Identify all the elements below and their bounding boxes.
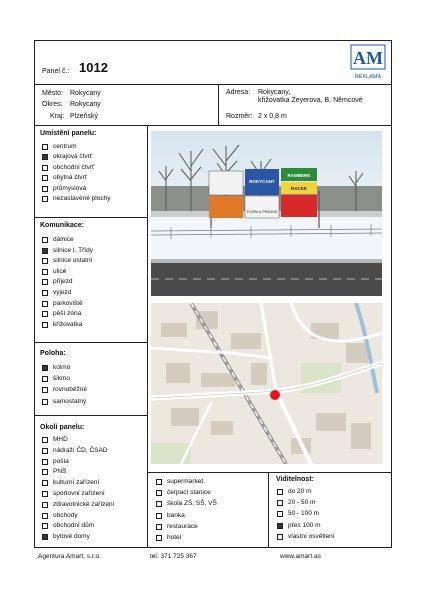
communication-label: příjezd bbox=[53, 278, 73, 286]
placement-checkbox[interactable] bbox=[42, 186, 48, 192]
placement-checkbox[interactable] bbox=[42, 165, 48, 171]
surroundings-label: PNS bbox=[53, 468, 67, 476]
surroundings-checkbox[interactable] bbox=[42, 469, 48, 475]
surroundings-extra-label: škola ZŠ, SŠ, VŠ bbox=[167, 500, 217, 508]
surroundings-extra-label: supermarket bbox=[167, 478, 204, 485]
surroundings-label: obchodní dům bbox=[53, 522, 95, 530]
visibility-checkbox[interactable] bbox=[277, 534, 283, 540]
communication-label: pěší zóna bbox=[53, 310, 82, 318]
surroundings-extra-label: čerpací stanice bbox=[167, 489, 211, 497]
billboard-photo bbox=[151, 131, 382, 296]
footer-phone: tel. 371 725 367 bbox=[150, 553, 197, 560]
placement-checkbox[interactable] bbox=[42, 175, 48, 181]
visibility-checkbox[interactable] bbox=[277, 511, 283, 517]
communication-checkbox[interactable] bbox=[42, 237, 48, 243]
surroundings-title: Okolí panelu: bbox=[40, 424, 85, 431]
position-label: rovnoběžně bbox=[53, 386, 87, 394]
visibility-label: do 20 m bbox=[288, 488, 312, 495]
panel-number: 1012 bbox=[79, 60, 108, 75]
billboard-text-3: RACEK bbox=[290, 186, 308, 191]
visibility-label: vlastní osvětlení bbox=[288, 532, 335, 540]
surroundings-checkbox[interactable] bbox=[42, 459, 48, 465]
size-label: Rozměr: bbox=[226, 113, 253, 120]
billboard-text-2: RAMBERK bbox=[287, 173, 311, 178]
district-label: Okres: bbox=[42, 101, 63, 108]
surroundings-checkbox[interactable] bbox=[42, 437, 48, 443]
communication-checkbox[interactable] bbox=[42, 322, 48, 328]
communication-checkbox[interactable] bbox=[42, 301, 48, 307]
address-line1: Rokycany, bbox=[258, 89, 291, 96]
placement-label: průmyslová bbox=[53, 184, 87, 192]
visibility-label: 20 - 50 m bbox=[288, 499, 316, 507]
surroundings-checkbox[interactable] bbox=[42, 491, 48, 497]
communication-checkbox[interactable] bbox=[42, 311, 48, 317]
placement-title: Umístění panelu: bbox=[40, 130, 97, 137]
surroundings-extra-checkbox[interactable] bbox=[156, 501, 162, 507]
surroundings-extra-label: hotel bbox=[167, 534, 182, 541]
placement-label: okrajová čtvrť bbox=[53, 153, 93, 161]
panel-number-label: Panel č.: bbox=[42, 68, 70, 75]
footer-web: www.amart.as bbox=[280, 553, 321, 560]
surroundings-extra-checkbox[interactable] bbox=[156, 513, 162, 519]
visibility-label: přes 100 m bbox=[288, 521, 321, 529]
communication-label: silnice ostatní bbox=[53, 257, 93, 265]
address-line2: křižovatka Zeyerova, B. Němcové bbox=[258, 97, 363, 104]
surroundings-checkbox[interactable] bbox=[42, 502, 48, 508]
surroundings-extra-checkbox[interactable] bbox=[156, 479, 162, 485]
placement-checkbox[interactable] bbox=[42, 144, 48, 150]
district-value: Rokycany bbox=[70, 101, 101, 108]
city-value: Rokycany bbox=[70, 90, 101, 97]
position-checkbox[interactable] bbox=[42, 399, 48, 405]
placement-checkbox[interactable] bbox=[42, 196, 48, 202]
surroundings-extra-checkbox[interactable] bbox=[156, 535, 162, 541]
footer-company: Agentura Amart, s.r.o. bbox=[38, 553, 101, 560]
billboard-text-1: ROKYCANY bbox=[249, 179, 275, 184]
surroundings-checkbox[interactable] bbox=[42, 523, 48, 529]
position-checkbox[interactable] bbox=[42, 376, 48, 382]
communication-checkbox[interactable] bbox=[42, 290, 48, 296]
placement-label: obchodní čtvrť bbox=[53, 163, 95, 171]
placement-checkbox[interactable] bbox=[42, 154, 48, 160]
placement-label: obytná čtvrť bbox=[53, 174, 88, 182]
surroundings-label: MHD bbox=[53, 436, 68, 443]
communication-label: silnice I. Třídy bbox=[53, 246, 93, 254]
city-label: Město: bbox=[42, 90, 64, 97]
amart-logo bbox=[350, 44, 386, 80]
surroundings-extra-checkbox[interactable] bbox=[156, 524, 162, 530]
region-label: Kraj: bbox=[50, 113, 65, 120]
placement-label: nezastavěné plochy bbox=[53, 195, 111, 202]
communication-checkbox[interactable] bbox=[42, 269, 48, 275]
surroundings-label: nádraží ČD, ČSAD bbox=[53, 446, 108, 454]
billboard-text-4: FLORA & PRAGUE bbox=[246, 210, 278, 214]
visibility-checkbox[interactable] bbox=[277, 500, 283, 506]
surroundings-label: pošta bbox=[53, 457, 69, 465]
size-value: 2 x 0,8 m bbox=[258, 113, 287, 120]
surroundings-label: sportovní zařízení bbox=[53, 490, 105, 497]
surroundings-extra-label: banka bbox=[167, 511, 185, 519]
visibility-checkbox[interactable] bbox=[277, 489, 283, 495]
surroundings-label: kulturní zařízení bbox=[53, 479, 100, 487]
surroundings-extra-label: restaurace bbox=[167, 522, 198, 530]
placement-label: centrum bbox=[53, 143, 77, 150]
communication-label: ulice bbox=[53, 267, 67, 275]
position-label: kolmo bbox=[53, 364, 71, 371]
position-checkbox[interactable] bbox=[42, 365, 48, 371]
surroundings-extra-checkbox[interactable] bbox=[156, 490, 162, 496]
visibility-label: 50 - 100 m bbox=[288, 510, 320, 518]
communication-title: Komunikace: bbox=[40, 222, 84, 229]
location-marker-icon bbox=[270, 390, 280, 400]
communication-checkbox[interactable] bbox=[42, 258, 48, 264]
surroundings-checkbox[interactable] bbox=[42, 513, 48, 519]
communication-checkbox[interactable] bbox=[42, 279, 48, 285]
communication-label: křižovatka bbox=[53, 320, 83, 328]
region-value: Plzeňský bbox=[70, 113, 99, 120]
surroundings-checkbox[interactable] bbox=[42, 480, 48, 486]
position-label: šikmo bbox=[53, 375, 70, 383]
position-title: Poloha: bbox=[40, 350, 66, 357]
communication-checkbox[interactable] bbox=[42, 248, 48, 254]
position-checkbox[interactable] bbox=[42, 387, 48, 393]
position-label: samostatný bbox=[53, 397, 87, 405]
visibility-checkbox[interactable] bbox=[277, 523, 283, 529]
surroundings-label: obchody bbox=[53, 511, 78, 519]
logo-subtitle: REKLAMA bbox=[354, 74, 382, 80]
communication-label: parkoviště bbox=[53, 299, 83, 307]
surroundings-checkbox[interactable] bbox=[42, 534, 48, 540]
logo-text: AM bbox=[353, 48, 383, 68]
surroundings-checkbox[interactable] bbox=[42, 448, 48, 454]
communication-label: dálnice bbox=[53, 236, 74, 243]
visibility-title: Viditelnost: bbox=[276, 476, 314, 483]
surroundings-label: bytové domy bbox=[53, 533, 90, 541]
surroundings-label: zdravotnické zařízení bbox=[53, 500, 115, 508]
address-label: Adresa: bbox=[226, 89, 251, 96]
location-map bbox=[151, 303, 382, 464]
communication-label: výjezd bbox=[53, 289, 72, 296]
